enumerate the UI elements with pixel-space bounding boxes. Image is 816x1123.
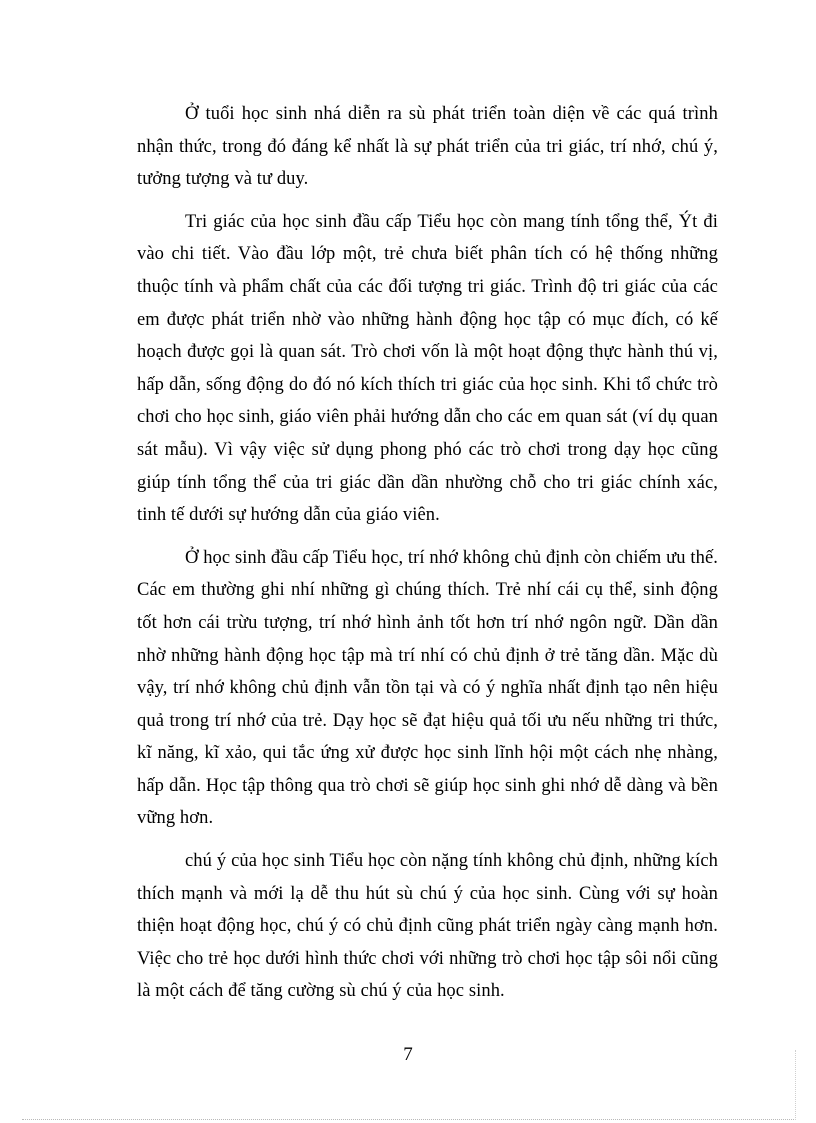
paragraph-memory: Ở học sinh đầu cấp Tiểu học, trí nhớ không chủ định còn chiếm ưu thế. Các em thường ghi nhí những gì chúng thích. Trẻ nhí cái cụ thể, sinh động tốt hơn cái trừu tượng, trí nhớ hình ảnh tốt hơn trí nhớ ngôn ngữ. Dần dần nhờ những hành động học tập mà trí nhí có chủ định ở trẻ tăng dần. Mặc dù vậy, trí nhớ không chủ định vẫn tồn tại và có ý nghĩa nhất định tạo nên hiệu quả trong trí nhớ của trẻ. Dạy học sẽ đạt hiệu quả tối ưu nếu những tri thức, kĩ năng, kĩ xảo, qui tắc ứng xử được học sinh lĩnh hội một cách nhẹ nhàng, hấp dẫn. Học tập thông qua trò chơi sẽ giúp học sinh ghi nhớ dễ dàng và bền vững hơn. [137, 547, 718, 829]
document-body [137, 98, 718, 1018]
page-bottom-divider [22, 1119, 794, 1120]
paragraph-attention: chú ý của học sinh Tiểu học còn nặng tính không chủ định, những kích thích mạnh và mới lạ dễ thu hút sù chú ý của học sinh. Cùng với sự hoàn thiện hoạt động học, chú ý có chủ định cũng phát triển ngày càng mạnh hơn. Việc cho trẻ học dưới hình thức chơi với những trò chơi học tập sôi nổi cũng là một cách để tăng cường sù chú ý của học sinh. [137, 851, 718, 1002]
page-number: 7 [403, 1044, 413, 1065]
paragraph-perception-overview: Ở tuổi học sinh nhá diễn ra sù phát triển toàn diện về các quá trình nhận thức, trong đó đáng kể nhất là sự phát triển của tri giác, trí nhớ, chú ý, tưởng tượng và tư duy. [137, 104, 718, 190]
page-edge-divider [795, 1050, 796, 1120]
paragraph-perception: Tri giác của học sinh đầu cấp Tiểu học còn mang tính tổng thể, Ýt đi vào chi tiết. Vào đầu lớp một, trẻ chưa biết phân tích có hệ thống những thuộc tính và phẩm chất của các đối tượng tri giác. Trình độ tri giác của các em được phát triển nhờ vào những hành động học tập có mục đích, có kế hoạch được gọi là quan sát. Trò chơi vốn là một hoạt động thực hành thú vị, hấp dẫn, sống động do đó nó kích thích tri giác của học sinh. Khi tổ chức trò chơi cho học sinh, giáo viên phải hướng dẫn cho các em quan sát (ví dụ quan sát mẫu). Vì vậy việc sử dụng phong phó các trò chơi trong dạy học cũng giúp tính tổng thể của tri giác dần dần nhường chỗ cho tri giác chính xác, tinh tế dưới sự hướng dẫn của giáo viên. [137, 211, 718, 526]
